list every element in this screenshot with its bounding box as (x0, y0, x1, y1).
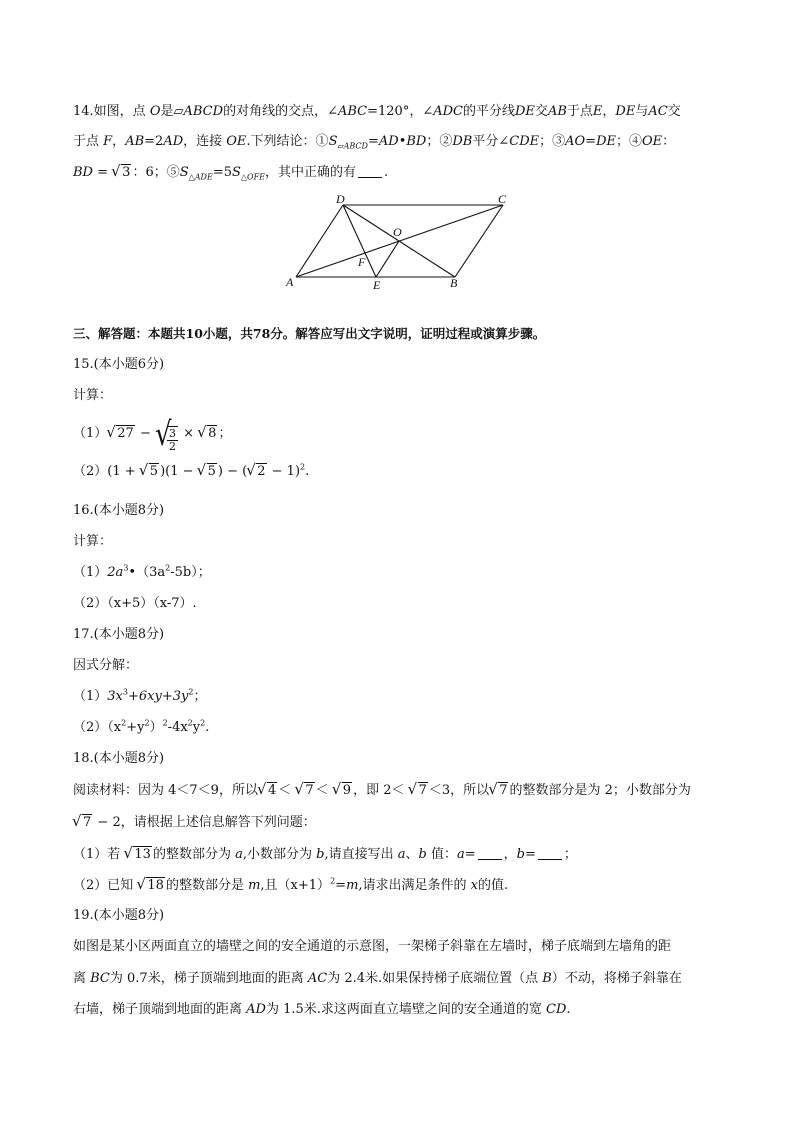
section-heading: 三、解答题：本题共10小题，共78分。解答应写出文字说明，证明过程或演算步骤。 (73, 326, 546, 341)
q15-title: 15.(本小题6分) (73, 357, 165, 372)
q17-item-2: $(2)(x^2+y^2)^2-4x^2y^2$. (73, 718, 210, 735)
q17-prompt: 因式分解： (73, 658, 139, 673)
q16-title: 16.(本小题8分) (73, 503, 165, 518)
label-O: O (393, 225, 402, 239)
q16-item-2: （2）（x+5）（x-7）. (73, 596, 197, 611)
segment-AD (296, 205, 343, 277)
q14-line-2: 于点 F，AB=2AD，连接 OE.下列结论：$①S_{▱ABCD}=AD•BD$；②DB平分∠CDE；③AO=DE；④OE： (73, 134, 676, 151)
q15-prompt: 计算： (73, 388, 113, 403)
q17-title: 17.(本小题8分) (73, 627, 165, 642)
sqrt-3: √ 3 (112, 164, 131, 182)
q14-line-3: BD = √ 3 ：6；$⑤S_{\triangle ADE}=5S_{\triangle OFE}$，其中正确的有 . (73, 164, 388, 182)
sqrt-fraction: √ $\frac{3}{2}$ (155, 426, 179, 453)
q15-item-1: （1）√ 27 − √ $\frac{3}{2}$ × √ 8 ； (73, 421, 231, 447)
q16-prompt: 计算： (73, 534, 113, 549)
q19-title: 19.(本小题8分) (73, 908, 165, 923)
segment-OE (376, 241, 399, 277)
label-A: A (286, 275, 294, 289)
q18-item-2: （2）已知 √ 18 的整数部分是 m,且$(x+1)^2=m$,请求出满足条件的 x的值. (73, 877, 508, 895)
label-C: C (498, 192, 507, 206)
answer-blank-b (538, 847, 562, 860)
q17-item-1: $(1)3x^3+6xy+3y^2$； (73, 687, 207, 704)
q18-line-2: √ 7 − 2，请根据上述信息解答下列问题： (73, 814, 316, 832)
label-F: F (358, 255, 366, 269)
segment-BC (455, 205, 503, 277)
q19-line-3: 右墙，梯子顶端到地面的距离 AD为 1.5米.求这两面直立墙壁之间的安全通道的宽 CD. (73, 1002, 571, 1017)
label-B: B (450, 276, 458, 290)
q19-line-2: 离 BC为 0.7米，梯子顶端到地面的距离 AC为 2.4米.如果保持梯子底端位置（点 B）不动，将梯子斜靠在 (73, 971, 682, 986)
answer-blank-a (478, 847, 502, 860)
q18-line-1: 阅读材料：因为 4＜7＜9，所以√ 4 ＜ √ 7 ＜ √ 9 ，即 2＜ √ 7 ＜3，所以√ 7 的整数部分是为 2；小数部分为 (73, 782, 691, 800)
label-D: D (336, 192, 345, 206)
q19-line-1: 如图是某小区两面直立的墙壁之间的安全通道的示意图，一架梯子斜靠在左墙时，梯子底端到左墙角的距 (73, 939, 672, 954)
q16-item-1: $(1)2a^3•(3a^2-5b)$； (73, 563, 211, 580)
q15-item-2: （2）(1 + √ 5 )(1 − √ 5 ) − (√ 2 − 1)$^2$. (73, 463, 309, 481)
answer-blank (358, 165, 382, 178)
q14-line-1: 14.如图，点 O是▱ABCD的对角线的交点，∠ABC=120°，∠ADC的平分线DE交AB于点E，DE与AC交 (73, 104, 681, 119)
parallelogram-figure (280, 188, 520, 294)
label-E: E (373, 278, 381, 292)
q18-title: 18.(本小题8分) (73, 751, 165, 766)
q18-item-1: （1）若 √ 13 的整数部分为 a,小数部分为 b,请直接写出 a、b 值：a= ，b= ； (73, 846, 577, 864)
